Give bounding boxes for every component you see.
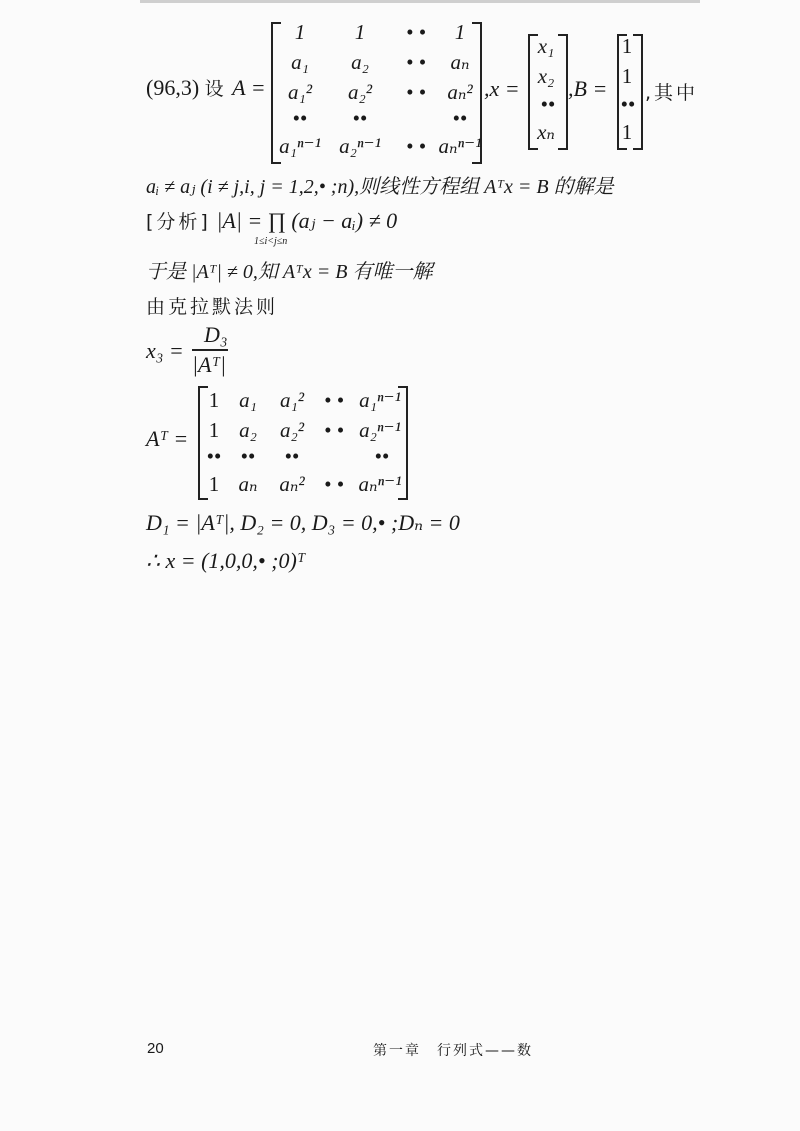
- vector-cell: x₁: [537, 34, 555, 58]
- vector-cell: 1: [621, 34, 633, 58]
- matrix-cell: aₙⁿ⁻¹: [438, 134, 482, 158]
- matrix-cell: a₂ⁿ⁻¹: [339, 134, 381, 158]
- page-number: 20: [147, 1040, 164, 1057]
- problem-label: [146, 74, 266, 101]
- vector-cell: 1: [621, 120, 633, 144]
- analysis-line: [146, 207, 397, 234]
- matrix-cell: ••: [206, 444, 222, 468]
- matrix-cell: a₁: [291, 50, 309, 74]
- matrix-cell: 1: [454, 20, 466, 44]
- chapter-title: 第一章 行列式——数: [373, 1043, 533, 1059]
- matrix-cell: • •: [406, 20, 426, 44]
- matrix-cell: a₁²: [279, 388, 305, 412]
- matrix-cell: a₂: [239, 418, 257, 442]
- problem-intro: 设: [204, 78, 227, 100]
- matrix-cell: a₁²: [287, 80, 313, 104]
- matrix-cell: a₂ⁿ⁻¹: [359, 418, 401, 442]
- matrix-cell: aₙ²: [279, 472, 305, 496]
- matrix-cell: ••: [292, 106, 308, 130]
- x3-denominator: |Aᵀ|: [192, 352, 227, 377]
- problem-number: (96,3): [146, 75, 200, 100]
- x3-lhs: x₃ =: [146, 338, 184, 363]
- condition-line: aᵢ ≠ aⱼ (i ≠ j,i, j = 1,2,• ;n),则线性方程组 Aᵀx = B 的解是: [146, 176, 614, 198]
- matrix-cell: aₙⁿ⁻¹: [358, 472, 402, 496]
- cramer-rule-line: 由克拉默法则: [146, 296, 279, 318]
- fraction-bar: [192, 349, 228, 351]
- analysis-expression: |A| = ∏ (aⱼ − aᵢ) ≠ 0: [216, 208, 398, 233]
- matrix-cell: ••: [284, 444, 300, 468]
- x3-numerator: D₃: [204, 322, 228, 347]
- matrix-cell: • •: [406, 134, 426, 158]
- vector-b-name: ,B =: [568, 76, 608, 101]
- matrix-cell: • •: [324, 388, 344, 412]
- vector-cell: x₂: [537, 64, 555, 88]
- matrix-a-name: A =: [232, 75, 266, 100]
- vector-cell: ••: [620, 92, 636, 116]
- determinants-line: D₁ = |Aᵀ|, D₂ = 0, D₃ = 0,• ;Dₙ = 0: [146, 510, 460, 535]
- matrix-cell: • •: [324, 418, 344, 442]
- vector-x-name: ,x =: [484, 76, 520, 101]
- analysis-label: [分析]: [146, 211, 211, 233]
- matrix-cell: • •: [406, 80, 426, 104]
- problem-tail: ,其中: [645, 82, 699, 104]
- matrix-cell: ••: [452, 106, 468, 130]
- matrix-cell: 1: [354, 20, 366, 44]
- matrix-cell: a₂²: [279, 418, 305, 442]
- matrix-cell: 1: [208, 418, 220, 442]
- answer-line: ∴ x = (1,0,0,• ;0)ᵀ: [146, 548, 306, 573]
- matrix-cell: • •: [406, 50, 426, 74]
- matrix-cell: ••: [374, 444, 390, 468]
- matrix-cell: ••: [240, 444, 256, 468]
- matrix-cell: a₁: [239, 388, 257, 412]
- vector-cell: ••: [540, 92, 556, 116]
- matrix-cell: ••: [352, 106, 368, 130]
- matrix-cell: 1: [208, 472, 220, 496]
- matrix-cell: 1: [294, 20, 306, 44]
- matrix-cell: • •: [324, 472, 344, 496]
- matrix-cell: a₁ⁿ⁻¹: [359, 388, 401, 412]
- vector-cell: 1: [621, 64, 633, 88]
- matrix-cell: a₂²: [347, 80, 373, 104]
- unique-solution-line: 于是 |Aᵀ| ≠ 0,知 Aᵀx = B 有唯一解: [146, 261, 433, 283]
- vector-cell: xₙ: [537, 120, 555, 144]
- matrix-cell: aₙ: [238, 472, 258, 496]
- matrix-cell: a₁ⁿ⁻¹: [279, 134, 321, 158]
- matrix-cell: aₙ²: [447, 80, 473, 104]
- page-top-rule: [140, 0, 700, 3]
- matrix-cell: 1: [208, 388, 220, 412]
- product-range: 1≤i<j≤n: [254, 236, 288, 247]
- matrix-cell: a₂: [351, 50, 369, 74]
- matrix-at-name: Aᵀ =: [146, 426, 189, 451]
- matrix-cell: aₙ: [450, 50, 470, 74]
